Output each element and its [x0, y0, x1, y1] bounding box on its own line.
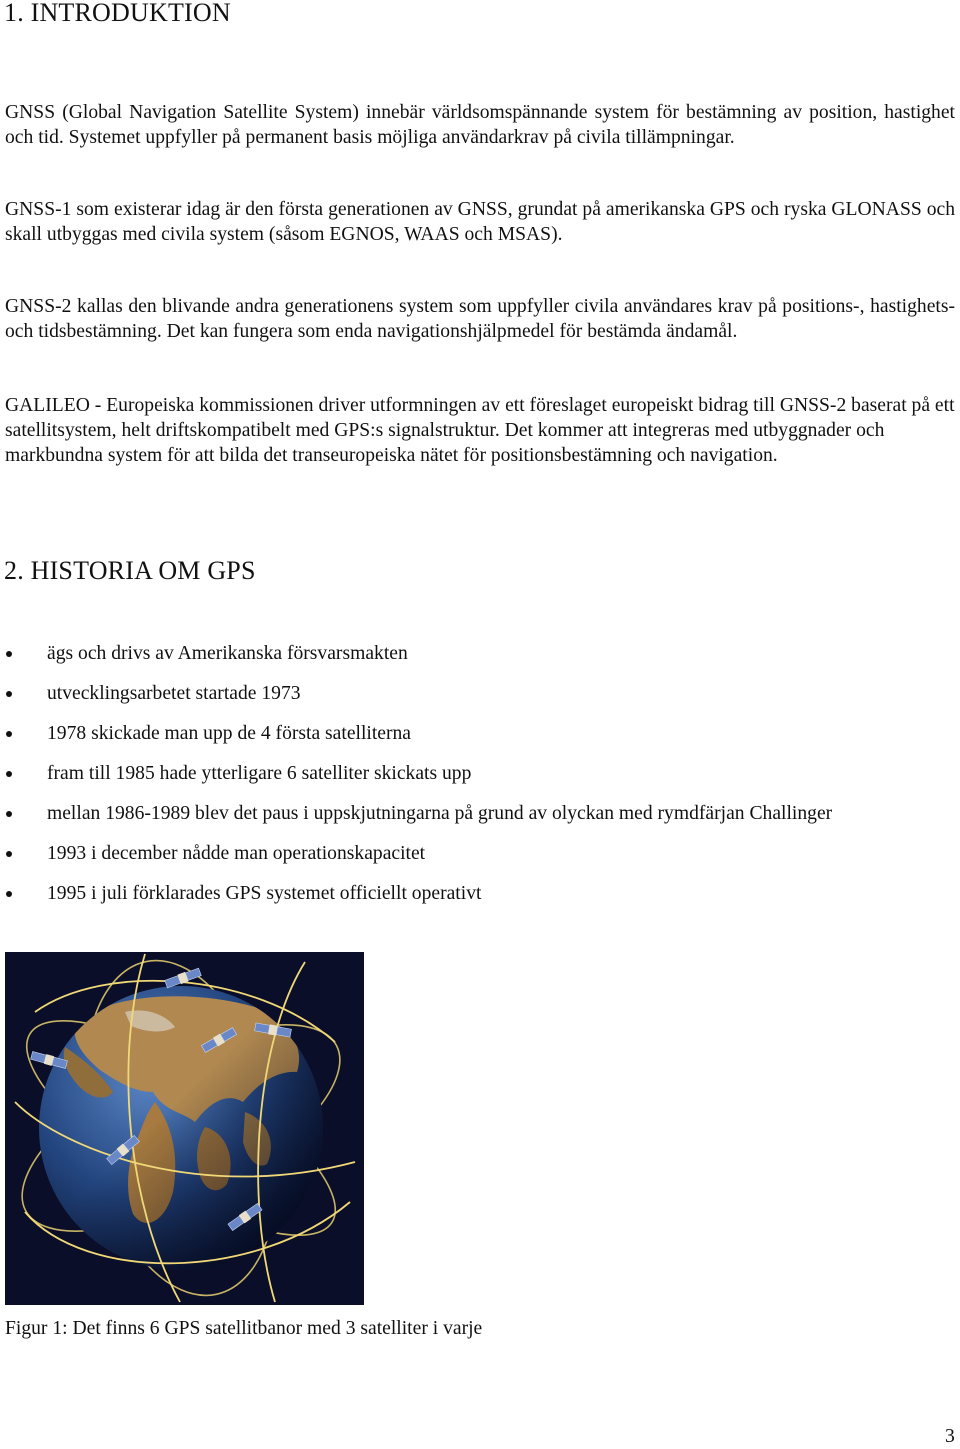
earth-orbits-illustration [5, 952, 364, 1305]
paragraph-galileo: GALILEO - Europeiska kommissionen driver utformningen av ett föreslaget europeiskt bidrag till GNSS-2 baserat på ett satellitsystem, helt driftskompatibelt med GPS:s signalstruktur. Det kommer att integreras med utbyggnader och markbundna system för att bilda det transeuropeiska nätet för positionsbestämning och navigation. [5, 395, 955, 466]
paragraph-gnss-1: GNSS-1 som existerar idag är den första generationen av GNSS, grundat på amerikanska GPS och ryska GLONASS och skall utbyggas med civila system (såsom EGNOS, WAAS och MSAS). [5, 199, 955, 245]
list-item: 1993 i december nådde man operationskapacitet [0, 840, 960, 868]
paragraph-gnss-2: GNSS-2 kallas den blivande andra generationens system som uppfyller civila användares krav på positions-, hastighets- och tidsbestämning. Det kan fungera som enda navigationshjälpmedel för bestämda ändamål. [5, 296, 955, 342]
bullet-icon [6, 851, 12, 857]
bullet-icon [6, 731, 12, 737]
bullet-icon [6, 691, 12, 697]
section-heading-historia: 2. HISTORIA OM GPS [4, 556, 256, 585]
list-item: ägs och drivs av Amerikanska försvarsmakten [0, 640, 960, 668]
paragraph-gnss: GNSS (Global Navigation Satellite System) innebär världsomspännande system för bestämning av position, hastighet och tid. Systemet uppfyller på permanent basis möjliga användarkrav på civila tillämpningar. [5, 102, 955, 148]
gps-orbit-figure [5, 952, 364, 1305]
list-item: 1978 skickade man upp de 4 första satelliterna [0, 720, 960, 748]
list-item: mellan 1986-1989 blev det paus i uppskjutningarna på grund av olyckan med rymdfärjan Challinger [0, 800, 960, 828]
bullet-icon [6, 651, 12, 657]
bullet-icon [6, 771, 12, 777]
history-bullet-list [0, 640, 960, 908]
list-item: 1995 i juli förklarades GPS systemet officiellt operativt [0, 880, 960, 908]
list-item: utvecklingsarbetet startade 1973 [0, 680, 960, 708]
list-item: fram till 1985 hade ytterligare 6 satelliter skickats upp [0, 760, 960, 788]
figure-caption: Figur 1: Det finns 6 GPS satellitbanor med 3 satelliter i varje [5, 1318, 483, 1339]
section-heading-introduktion: 1. INTRODUKTION [4, 0, 231, 27]
bullet-icon [6, 811, 12, 817]
page-number: 3 [945, 1426, 955, 1447]
bullet-icon [6, 891, 12, 897]
